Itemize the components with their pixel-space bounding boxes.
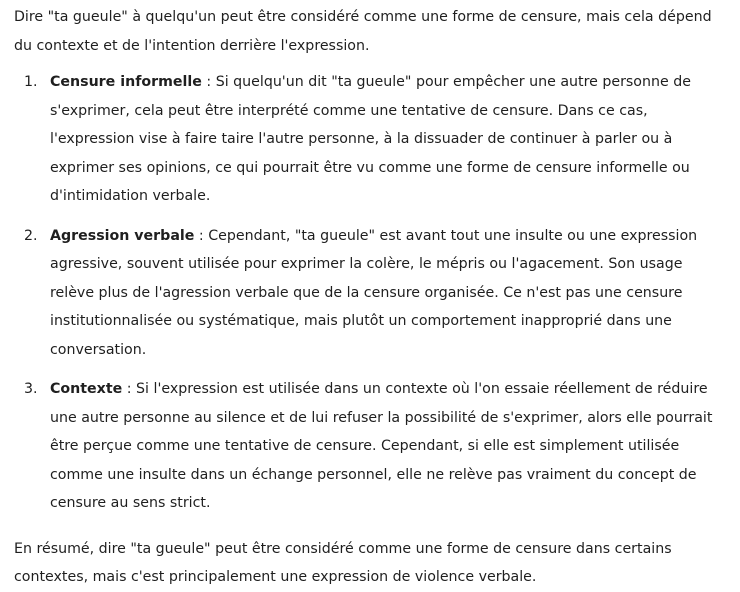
list-item-number: 1.: [24, 74, 38, 90]
list-item: [14, 375, 726, 518]
list-item-text: Si quelqu'un dit "ta gueule" pour empêcher une autre personne de s'exprimer, cela peut être interprété comme une tentative de censure. Dans ce cas, l'expression vise à faire taire l'autre personne, à la dissuader de continuer à parler ou à exprimer ses opinions, ce qui pourrait être vu comme une forme de censure informelle ou d'intimidation verbale.: [50, 74, 691, 204]
list-item: [14, 68, 726, 211]
numbered-list: [14, 68, 726, 518]
list-item: [14, 222, 726, 365]
list-item-number: 2.: [24, 227, 38, 244]
list-item-number: 3.: [24, 381, 38, 397]
list-item-text: Cependant, "ta gueule" est avant tout une insulte ou une expression agressive, souvent utilisée pour exprimer la colère, le mépris ou l'agacement. Son usage relève plus de l'agression verbale que de la censure organisée. Ce n'est pas une censure institutionnalisée ou systématique, mais plutôt un comportement inapproprié dans une conversation.: [50, 227, 698, 358]
list-item-title: Agression verbale: [50, 227, 195, 244]
list-item-title: Censure informelle: [50, 74, 202, 90]
list-item-separator: :: [122, 381, 137, 397]
list-item-text: Si l'expression est utilisée dans un contexte où l'on essaie réellement de réduire une autre personne au silence et de lui refuser la possibilité de s'exprimer, alors elle pourrait être perçue comme une tentative de censure. Cependant, si elle est simplement utilisée comme une insulte dans un échange personnel, elle ne relève pas vraiment du concept de censure au sens strict.: [50, 381, 713, 511]
intro-paragraph: Dire "ta gueule" à quelqu'un peut être considéré comme une forme de censure, mais cela dépend du contexte et de l'intention derrière l'expression.: [14, 9, 712, 54]
list-item-title: Contexte: [50, 381, 123, 397]
list-item-separator: :: [201, 74, 216, 90]
list-item-separator: :: [194, 227, 209, 244]
summary-paragraph: En résumé, dire "ta gueule" peut être considéré comme une forme de censure dans certains contextes, mais c'est principalement une expression de violence verbale.: [14, 540, 672, 585]
